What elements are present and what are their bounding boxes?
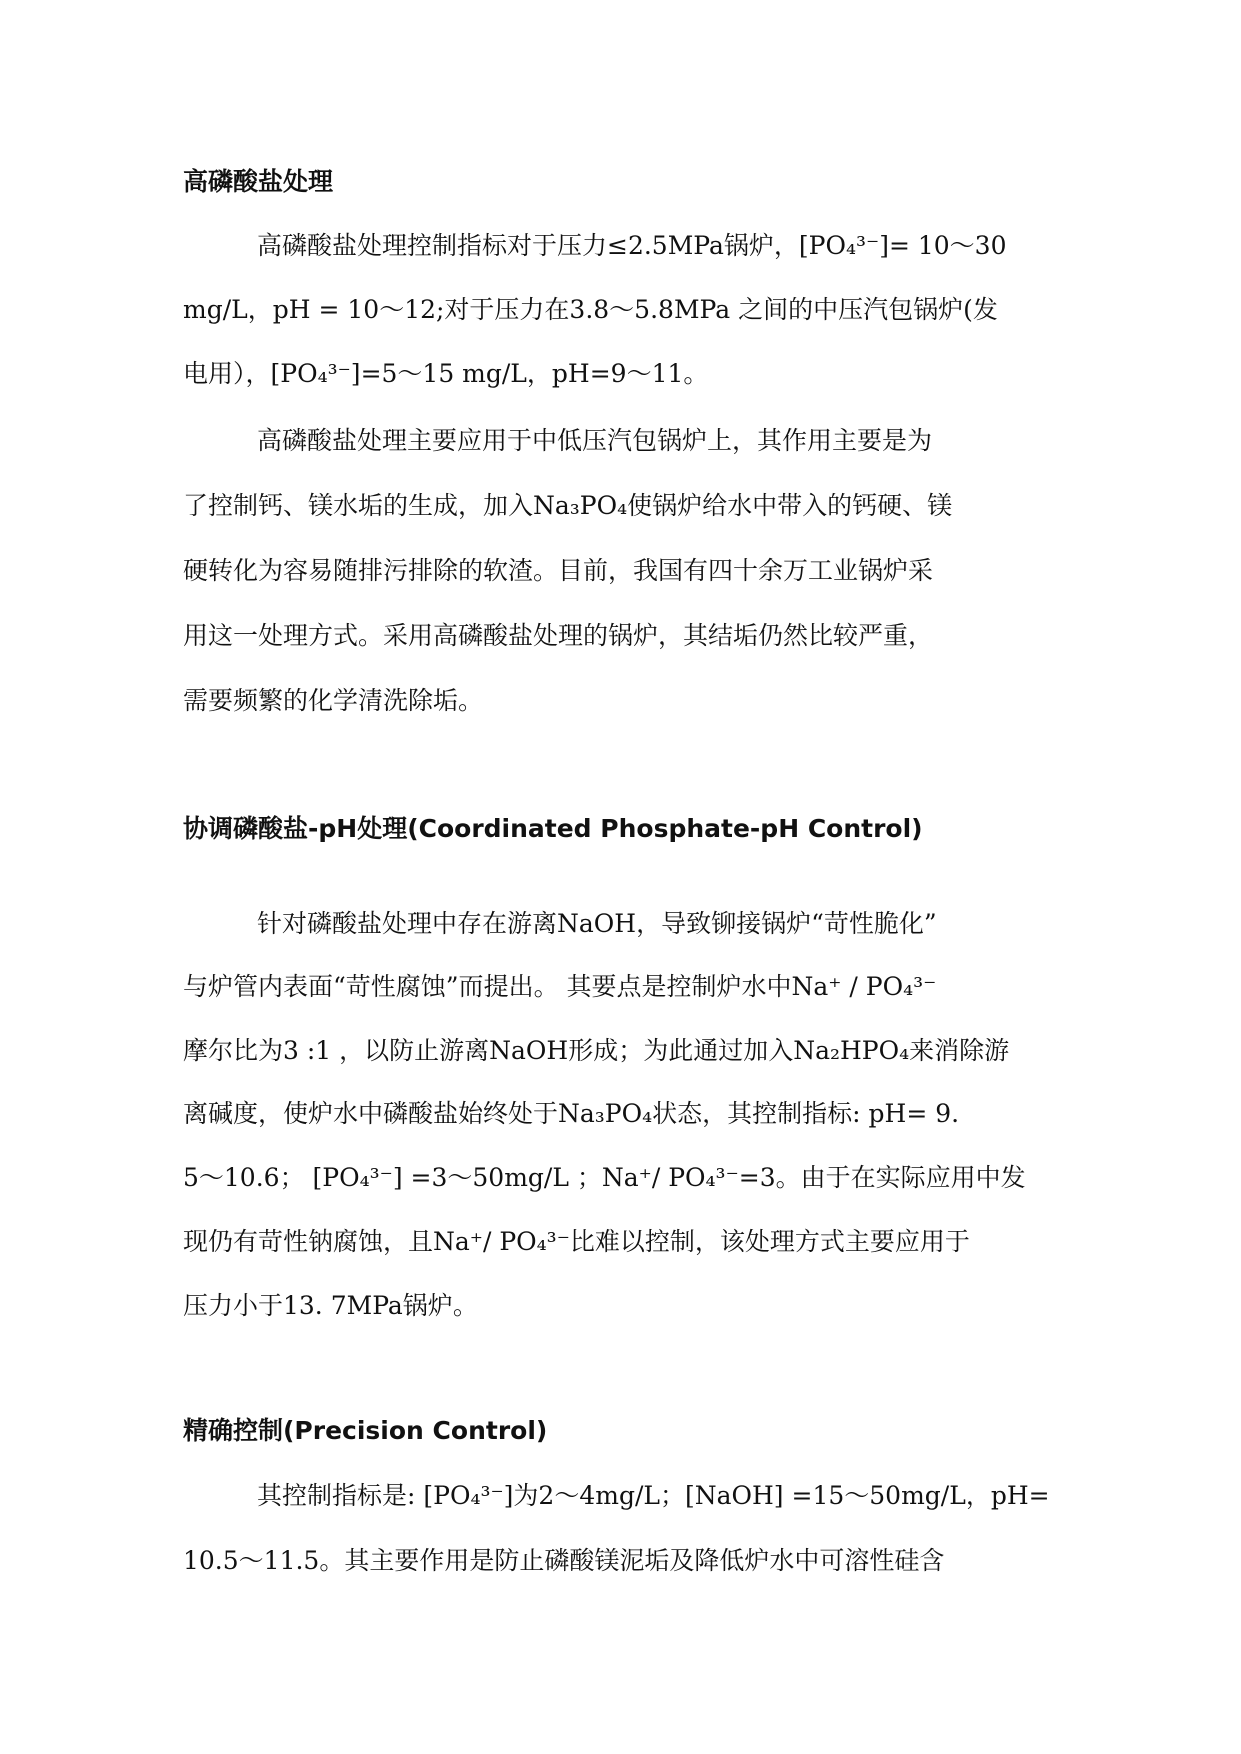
section-heading-coordinated-phosphate: 协调磷酸盐-pH处理(Coordinated Phosphate-pH Control) [183, 814, 923, 843]
paragraph-line: 需要频繁的化学清洗除垢。 [183, 686, 484, 715]
paragraph-line: 10.5～11.5。其主要作用是防止磷酸镁泥垢及降低炉水中可溶性硅含 [183, 1546, 945, 1575]
paragraph-line: 摩尔比为3 :1 ，以防止游离NaOH形成；为此通过加入Na₂HPO₄来消除游 [183, 1036, 1010, 1065]
paragraph-line: 高磷酸盐处理控制指标对于压力≤2.5MPa锅炉，[PO₄³⁻]= 10～30 [257, 231, 1007, 260]
paragraph-line: 硬转化为容易随排污排除的软渣。目前，我国有四十余万工业锅炉采 [183, 556, 934, 585]
paragraph-line: 了控制钙、镁水垢的生成，加入Na₃PO₄使锅炉给水中带入的钙硬、镁 [183, 491, 953, 520]
paragraph-line: 高磷酸盐处理主要应用于中低压汽包锅炉上，其作用主要是为 [257, 426, 933, 455]
paragraph-line: 与炉管内表面“苛性腐蚀”而提出。 其要点是控制炉水中Na⁺ / PO₄³⁻ [183, 972, 937, 1001]
paragraph-line: 5～10.6； [PO₄³⁻] =3～50mg/L ；Na⁺/ PO₄³⁻=3。由于在实际应用中发 [183, 1163, 1026, 1192]
paragraph-line: 现仍有苛性钠腐蚀，且Na⁺/ PO₄³⁻比难以控制，该处理方式主要应用于 [183, 1227, 970, 1256]
paragraph-line: 针对磷酸盐处理中存在游离NaOH，导致铆接锅炉“苛性脆化” [257, 909, 937, 938]
paragraph-line: 压力小于13. 7MPa锅炉。 [183, 1291, 478, 1320]
section-heading-high-phosphate: 高磷酸盐处理 [183, 167, 334, 196]
paragraph-line: mg/L，pH = 10～12;对于压力在3.8～5.8MPa 之间的中压汽包锅炉(发 [183, 295, 998, 324]
section-heading-precision-control: 精确控制(Precision Control) [183, 1416, 548, 1445]
paragraph-line: 电用），[PO₄³⁻]=5～15 mg/L，pH=9～11。 [183, 359, 709, 388]
paragraph-line: 其控制指标是: [PO₄³⁻]为2～4mg/L；[NaOH] =15～50mg/L，pH= [257, 1481, 1050, 1510]
paragraph-line: 用这一处理方式。采用高磷酸盐处理的锅炉，其结垢仍然比较严重， [183, 621, 934, 650]
paragraph-line: 离碱度，使炉水中磷酸盐始终处于Na₃PO₄状态，其控制指标: pH= 9. [183, 1099, 960, 1128]
